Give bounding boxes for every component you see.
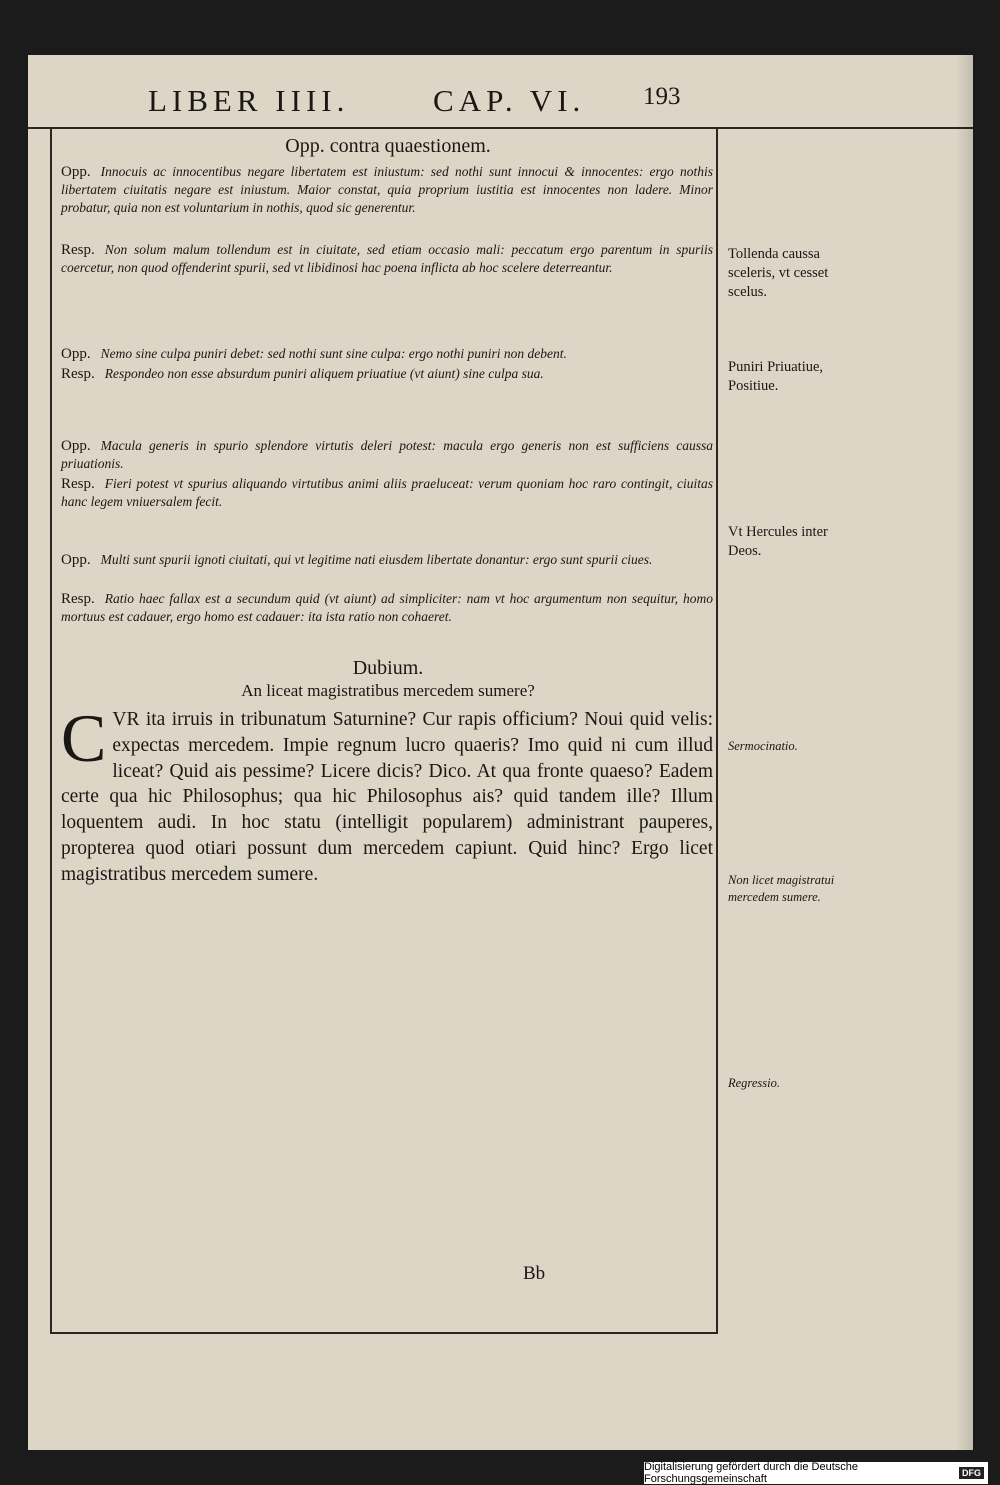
- margin-note-4: Sermocinatio.: [728, 739, 798, 753]
- book-page: [28, 55, 973, 1450]
- left-column-rule: [50, 127, 52, 1332]
- main-body-text: CVR ita irruis in tribunatum Saturnine? Cur rapis officium? Noui quid velis: expectas mercedem. Impie regnum lucro quaeris? Imo quid ni cum illud liceat? Quid ais pessime? Licere dicis? Dico. At qua fronte quaeso? Eadem certe qua hic Philosophus; qua hic Philosophus ais? quid tandem ille? Illum loquentem audi. In hoc statu (intelligit popularem) administrant pauperes, propterea quod otiari possunt dum mercedem capiunt. Quid hinc? Ergo licet magistratibus mercedem sumere.: [61, 700, 718, 885]
- response-4: Resp. Ratio haec fallax est a secundum quid (vt aiunt) ad simpliciter: nam vt hoc argumentum non sequitur, homo mortuus est cadauer, ergo homo est cadauer: ita ista ratio non cohaeret.: [61, 591, 713, 625]
- drop-cap: C: [61, 700, 107, 776]
- header-rule: [28, 127, 973, 129]
- objection-3: Opp. Macula generis in spurio splendore virtutis deleri potest: macula ergo generis non est sufficiens caussa priuationis.: [61, 438, 713, 472]
- dfg-logo-icon: DFG: [959, 1467, 984, 1479]
- section-heading: Opp. contra quaestionem.: [285, 135, 491, 157]
- margin-note-2: Puniri Priuatiue, Positiue.: [728, 359, 824, 394]
- credit-text: Digitalisierung gefördert durch die Deutsche Forschungsgemeinschaft: [644, 1461, 859, 1485]
- objection-1: Opp. Innocuis ac innocentibus negare libertatem est iniustum: sed nothi sunt innocui & innocentes: ergo nothis libertatem ciuitatis negare est iniustum. Maior constat, quia proprium iustitia est innocentes non ladere. Minor probatur, quia non est voluntarium in nothis, quod sic generentur.: [61, 164, 713, 215]
- bottom-rule: [50, 1332, 718, 1334]
- page-number: 193: [643, 83, 681, 110]
- signature-mark: Bb: [523, 1263, 546, 1284]
- response-1: Resp. Non solum malum tollendum est in ciuitate, sed etiam occasio mali: peccatum ergo parentum in spuriis coercetur, non quod offenderint spurii, sed vt libidinosi hac poena inflicta ab hoc scelere deterreantur.: [61, 242, 713, 276]
- margin-note-1: Tollenda caussa sceleris, vt cesset scelus.: [728, 246, 829, 300]
- objection-2: Opp. Nemo sine culpa puniri debet: sed nothi sunt sine culpa: ergo nothi puniri non debent.: [61, 346, 567, 362]
- running-header: [138, 83, 723, 123]
- response-2: Resp. Respondeo non esse absurdum puniri aliquem priuatiue (vt aiunt) sine culpa sua.: [61, 366, 544, 382]
- objection-4: Opp. Multi sunt spurii ignoti ciuitati, qui vt legitime nati eiusdem libertate donantur: ergo sunt spurii ciues.: [61, 552, 653, 568]
- margin-note-5: Non licet magistratui mercedem sumere.: [728, 873, 835, 904]
- dubium-subtitle: An liceat magistratibus mercedem sumere?: [241, 681, 535, 700]
- digitization-credit: [644, 1462, 988, 1484]
- margin-note-3: Vt Hercules inter Deos.: [728, 524, 828, 559]
- liber-label: LIBER IIII.: [148, 83, 350, 118]
- dubium-title: Dubium.: [352, 657, 424, 679]
- chapter-label: CAP. VI.: [433, 83, 586, 118]
- margin-note-6: Regressio.: [728, 1076, 780, 1090]
- response-3: Resp. Fieri potest vt spurius aliquando virtutibus animi aliis praeluceat: verum quoniam hoc raro contingit, ciuitas hanc legem vniuersalem fecit.: [61, 476, 713, 510]
